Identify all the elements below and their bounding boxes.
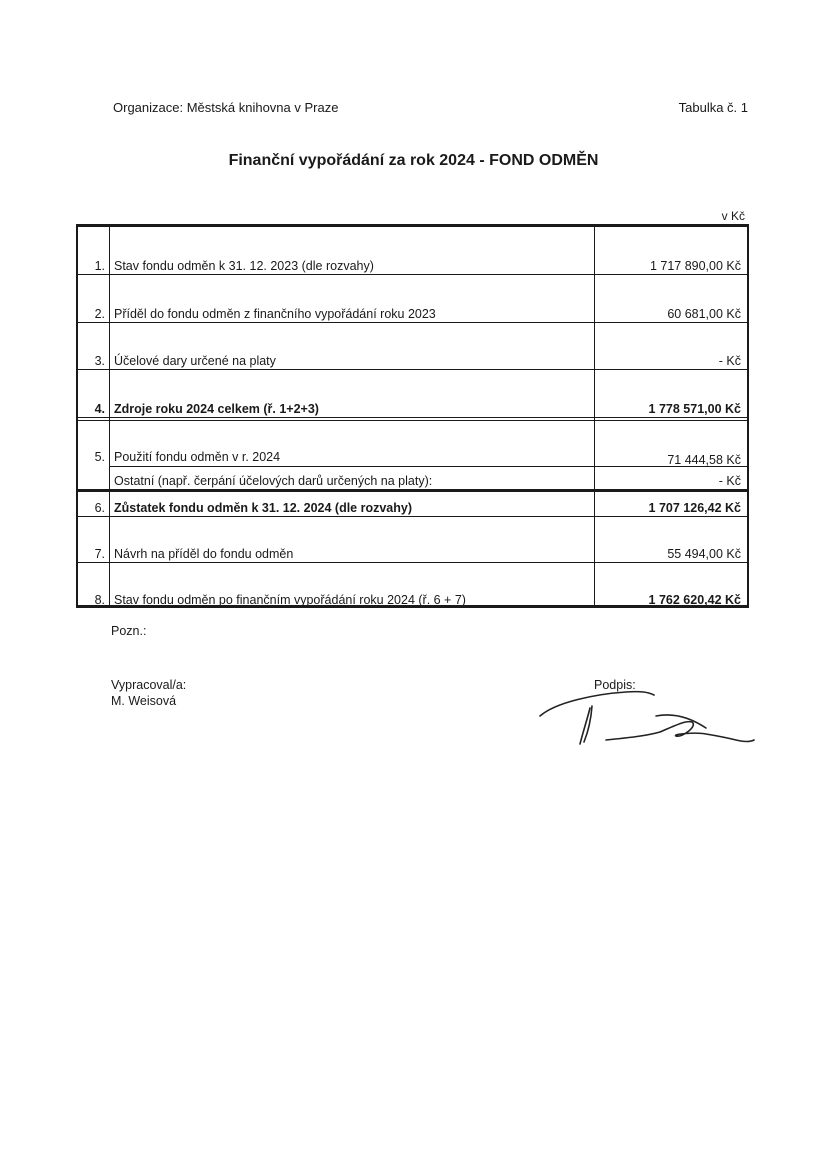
table-row: [78, 517, 747, 563]
prepared-by-label: Vypracoval/a:: [111, 678, 187, 692]
unit-label: v Kč: [721, 209, 745, 223]
row-description: Návrh na příděl do fondu odměn: [114, 547, 294, 561]
organization-label: Organizace: Městská knihovna v Praze: [113, 100, 339, 115]
signature-label: Podpis:: [594, 678, 636, 692]
table-row: [78, 563, 747, 608]
handwritten-signature: [536, 676, 758, 772]
row-number: 4.: [94, 402, 105, 416]
row-number: 1.: [94, 259, 105, 273]
row-number: 2.: [94, 307, 105, 321]
table-row-balance: [78, 492, 747, 517]
row-description: Zůstatek fondu odměn k 31. 12. 2024 (dle rozvahy): [114, 501, 413, 515]
table-row: [78, 421, 747, 492]
row-sub-amount: - Kč: [718, 474, 741, 488]
row-description: Zdroje roku 2024 celkem (ř. 1+2+3): [114, 402, 319, 416]
row-description: Stav fondu odměn po finančním vypořádání roku 2024 (ř. 6 + 7): [114, 593, 466, 607]
table-row: [78, 275, 747, 323]
row-sub-divider: [109, 466, 747, 467]
row-amount: 1 707 126,42 Kč: [648, 501, 741, 515]
table-row-total: [78, 370, 747, 421]
table-row: [78, 323, 747, 370]
note-label: Pozn.:: [111, 624, 147, 638]
row-amount: - Kč: [718, 354, 741, 368]
row-description: Stav fondu odměn k 31. 12. 2023 (dle rozvahy): [114, 259, 374, 273]
row-amount: 1 762 620,42 Kč: [648, 593, 741, 607]
row-sub-description: Ostatní (např. čerpání účelových darů určených na platy):: [114, 474, 433, 488]
table-number: Tabulka č. 1: [678, 100, 748, 115]
row-number: 3.: [94, 354, 105, 368]
prepared-by: [111, 677, 186, 709]
document-title: Finanční vypořádání za rok 2024 - FOND ODMĚN: [228, 152, 599, 169]
table-row: [78, 227, 747, 275]
row-amount: 1 717 890,00 Kč: [649, 259, 741, 273]
prepared-by-name: M. Weisová: [111, 694, 177, 708]
row-description: Příděl do fondu odměn z finančního vypořádání roku 2023: [114, 307, 436, 321]
row-amount: 55 494,00 Kč: [667, 547, 741, 561]
row-amount: 71 444,58 Kč: [667, 453, 741, 467]
settlement-table: [76, 224, 749, 608]
row-number: 8.: [94, 593, 105, 607]
row-number: 5.: [94, 450, 105, 464]
row-description: Použití fondu odměn v r. 2024: [114, 450, 281, 464]
row-amount: 60 681,00 Kč: [667, 307, 741, 321]
row-description: Účelové dary určené na platy: [114, 354, 276, 368]
row-amount: 1 778 571,00 Kč: [648, 402, 741, 416]
row-number: 6.: [94, 501, 105, 515]
row-number: 7.: [94, 547, 105, 561]
